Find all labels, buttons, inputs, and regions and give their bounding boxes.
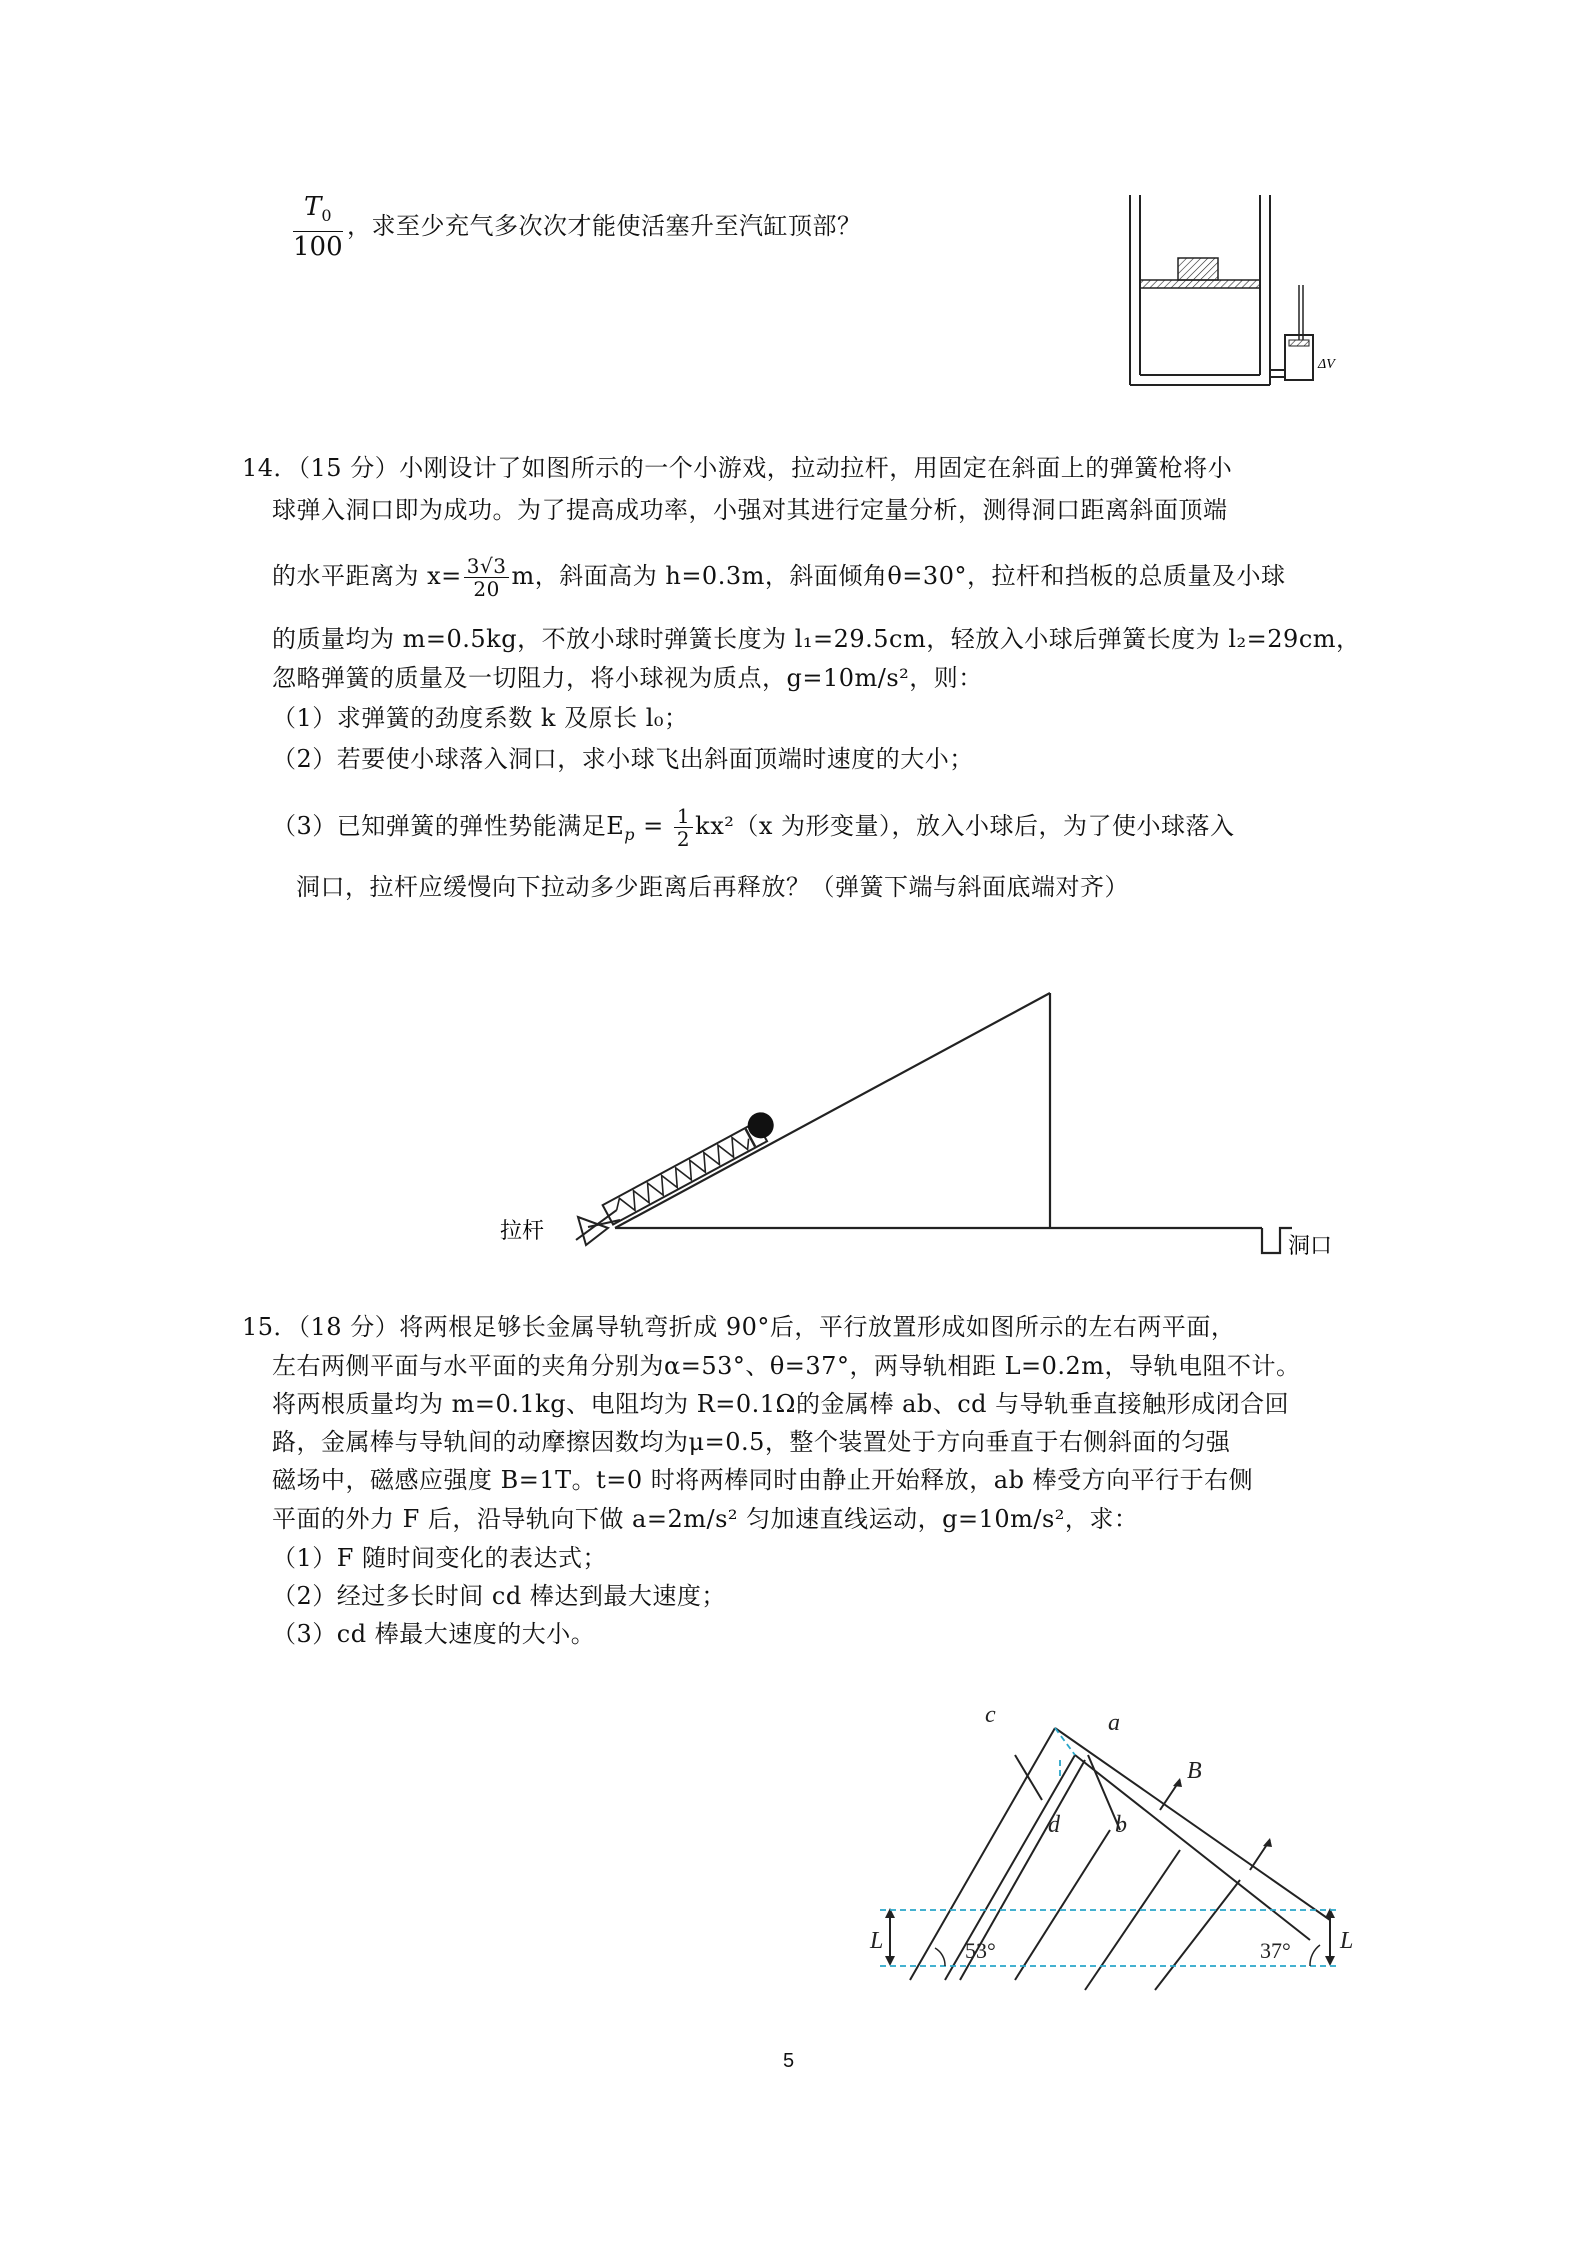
- q13-frac-den: 100: [293, 232, 343, 263]
- q15-angle-right: 37°: [1260, 1938, 1291, 1963]
- q14-x-frac-num: 3√3: [464, 555, 510, 578]
- q14-sub3-b: kx²（x 为形变量），放入小球后，为了使小球落入: [695, 812, 1235, 840]
- q15-rails-figure: [870, 1700, 1354, 2000]
- q13-frac-num: T: [304, 192, 322, 222]
- q15-label-c: c: [985, 1702, 996, 1728]
- q14-sub1: （1）求弹簧的劲度系数 k 及原长 l₀；: [272, 704, 689, 732]
- q15-label-b-field: B: [1187, 1758, 1202, 1784]
- q14-line3-a: 的水平距离为 x=: [272, 562, 462, 590]
- q15-line6: 平面的外力 F 后，沿导轨向下做 a=2m/s² 匀加速直线运动，g=10m/s²，求：: [272, 1505, 1139, 1533]
- q13-cylinder-figure: [1120, 190, 1360, 390]
- q14-sub3-sub: p: [624, 824, 636, 844]
- q15-line1: 15．（18 分）将两根足够长金属导轨弯折成 90°后，平行放置形成如图所示的左右两平面，: [242, 1313, 1236, 1341]
- q15-line4: 路，金属棒与导轨间的动摩擦因数均为μ=0.5，整个装置处于方向垂直于右侧斜面的匀强: [272, 1428, 1231, 1456]
- q14-line2: 球弹入洞口即为成功。为了提高成功率，小强对其进行定量分析，测得洞口距离斜面顶端: [272, 496, 1228, 524]
- q13-fraction: [293, 192, 343, 262]
- q14-incline-figure: [480, 985, 1380, 1265]
- q13-text: ，求至少充气多次次才能使活塞升至汽缸顶部？: [347, 212, 862, 240]
- q15-label-b: b: [1115, 1812, 1127, 1838]
- q15-sub1: （1）F 随时间变化的表达式；: [272, 1544, 608, 1572]
- q15-line5: 磁场中，磁感应强度 B=1T。t=0 时将两棒同时由静止开始释放，ab 棒受方向平行于右侧: [272, 1466, 1254, 1494]
- q14-line3-b: m，斜面高为 h=0.3m，斜面倾角θ=30°，拉杆和挡板的总质量及小球: [511, 562, 1286, 590]
- q14-rod-label: 拉杆: [500, 1219, 545, 1244]
- q13-frac-num-sub: 0: [321, 206, 332, 226]
- page-number: 5: [783, 2050, 795, 2072]
- q15-label-d: d: [1048, 1812, 1060, 1838]
- q15-line3: 将两根质量均为 m=0.1kg、电阻均为 R=0.1Ω的金属棒 ab、cd 与导轨垂直接触形成闭合回: [272, 1390, 1290, 1418]
- q14-x-fraction: [464, 555, 510, 600]
- q14-sub2: （2）若要使小球落入洞口，求小球飞出斜面顶端时速度的大小；: [272, 745, 974, 773]
- q14-line4: 的质量均为 m=0.5kg，不放小球时弹簧长度为 l₁=29.5cm，轻放入小球后弹簧长度为 l₂=29cm，: [272, 625, 1361, 653]
- q14-line5: 忽略弹簧的质量及一切阻力，将小球视为质点，g=10m/s²，则：: [272, 664, 983, 692]
- q14-sub3: [272, 805, 1235, 853]
- q14-line3: [272, 555, 1285, 600]
- q14-hole-label: 洞口: [1288, 1234, 1333, 1259]
- q14-sub3-eq: =: [635, 812, 672, 840]
- q14-sub3-c: 洞口，拉杆应缓慢向下拉动多少距离后再释放？（弹簧下端与斜面底端对齐）: [296, 873, 1129, 901]
- q15-angle-left: 53°: [965, 1938, 996, 1963]
- q15-sub2: （2）经过多长时间 cd 棒达到最大速度；: [272, 1582, 726, 1610]
- q15-sub3: （3）cd 棒最大速度的大小。: [272, 1620, 596, 1648]
- q14-ep-fraction: [674, 805, 693, 850]
- q14-sub3-a: （3）已知弹簧的弹性势能满足E: [272, 812, 625, 840]
- q14-header: 14．（15 分）小刚设计了如图所示的一个小游戏，拉动拉杆，用固定在斜面上的弹簧枪将小: [242, 454, 1233, 482]
- q15-label-l-right: L: [1340, 1928, 1354, 1954]
- q14-ep-frac-num: 1: [674, 805, 693, 828]
- q13-delta-v-label: ΔV: [1318, 357, 1335, 372]
- q14-ep-frac-den: 2: [676, 827, 691, 851]
- q15-line2: 左右两侧平面与水平面的夹角分别为α=53°、θ=37°，两导轨相距 L=0.2m，导轨电阻不计。: [272, 1352, 1301, 1380]
- q15-label-l-left: L: [870, 1928, 884, 1954]
- q15-label-a: a: [1108, 1710, 1120, 1736]
- q14-x-frac-den: 20: [473, 577, 500, 601]
